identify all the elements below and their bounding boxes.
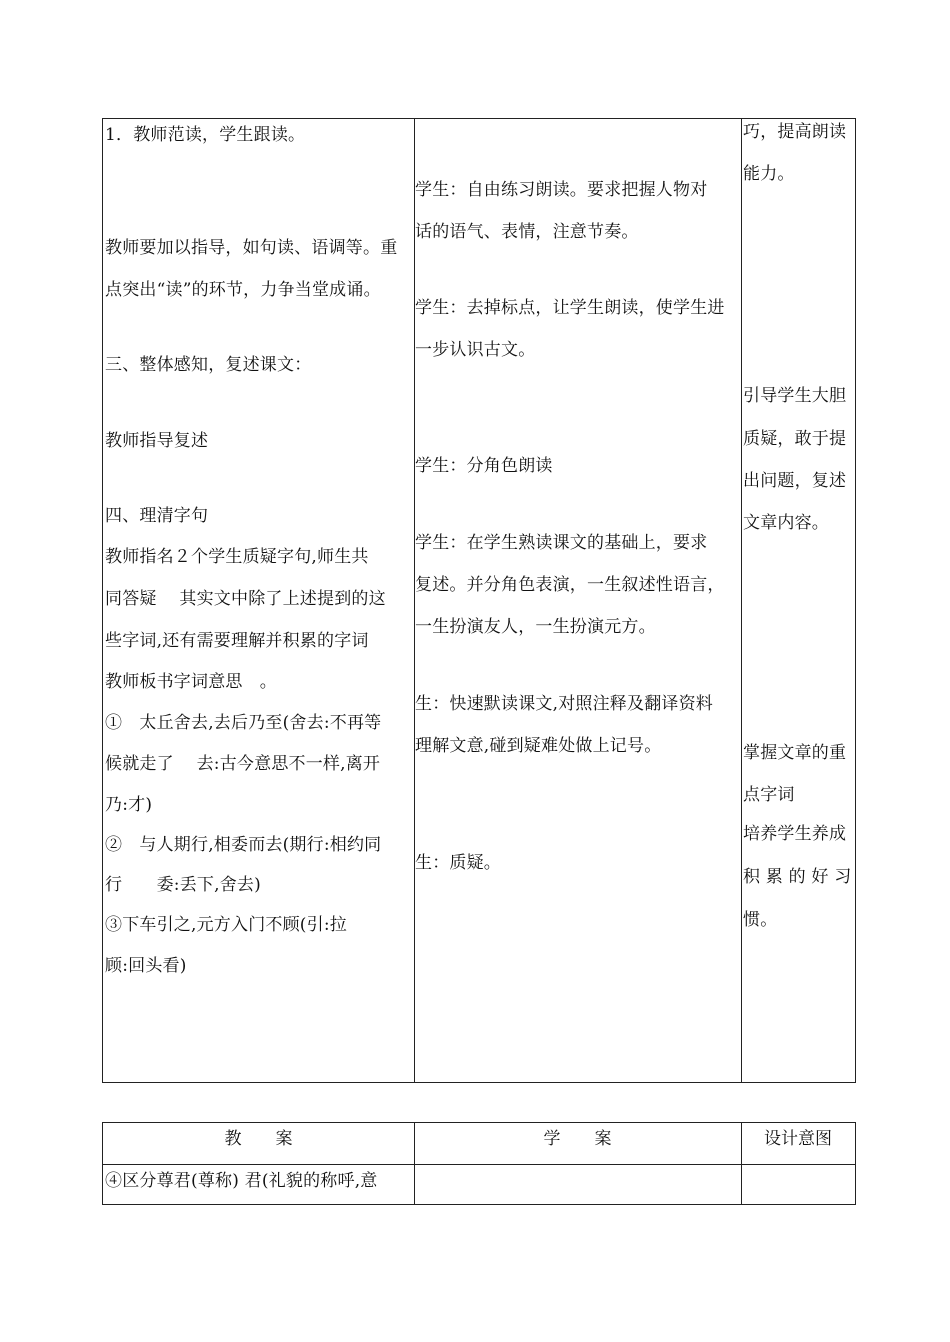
intent-line: 出问题，复述 [743,471,847,491]
student-line: 学生：分角色朗读 [415,456,553,476]
intent-line: 巧，提高朗读 [743,122,847,142]
teacher-line: 候就走了 去:古今意思不一样,离开 [105,754,381,774]
teacher-line: 顾:回头看) [105,956,187,976]
intent-line: 引导学生大胆 [743,386,847,406]
header-student-plan: 学 案 [543,1129,612,1149]
teacher-line: 同答疑 其实文中除了上述提到的这 [105,589,386,609]
teacher-line: 行 委:丢下,舍去) [105,875,261,895]
teacher-line: ④区分尊君(尊称) 君(礼貌的称呼,意 [105,1171,378,1191]
teacher-line: 些字词,还有需要理解并积累的字词 [105,631,369,651]
intent-line: 能力。 [743,164,795,184]
student-line: 理解文意,碰到疑难处做上记号。 [415,736,662,756]
teacher-line: 教师指导复述 [105,431,209,451]
student-line: 一生扮演友人，一生扮演元方。 [415,617,656,637]
column-divider [741,119,742,1082]
header-teacher-plan: 教 案 [224,1129,293,1149]
teacher-line: 点突出“读”的环节，力争当堂成诵。 [105,280,381,300]
intent-line: 掌握文章的重 [743,743,847,763]
student-line: 复述。并分角色表演，一生叙述性语言， [415,575,725,595]
teacher-line: ② 与人期行,相委而去(期行:相约同 [105,835,382,855]
student-line: 学生：自由练习朗读。要求把握人物对 [415,180,708,200]
intent-line: 文章内容。 [743,513,829,533]
intent-line: 积 累 的 好 习 [743,867,852,887]
teacher-line: 教师要加以指导，如句读、语调等。重 [105,238,398,258]
intent-line: 惯。 [743,910,778,930]
teacher-line: 乃:才) [105,795,153,815]
teacher-line: 三、整体感知，复述课文： [105,355,312,375]
teacher-line: 教师指名２个学生质疑字句,师生共 [105,547,369,567]
teacher-line: 四、理清字句 [105,506,209,526]
teacher-line: 教师板书字词意思 。 [105,672,277,692]
header-design-intent: 设计意图 [764,1129,832,1149]
intent-line: 培养学生养成 [743,824,847,844]
teacher-line: 1．教师范读，学生跟读。 [105,125,306,145]
student-line: 学生：在学生熟读课文的基础上，要求 [415,533,708,553]
teacher-line: ① 太丘舍去,去后乃至(舍去:不再等 [105,713,382,733]
intent-line: 点字词 [743,785,795,805]
teacher-line: ③下车引之,元方入门不顾(引:拉 [105,915,347,935]
student-line: 学生：去掉标点，让学生朗读，使学生进 [415,298,725,318]
student-line: 生：质疑。 [415,853,501,873]
column-divider [414,119,415,1082]
student-line: 一步认识古文。 [415,340,536,360]
student-line: 生：快速默读课文,对照注释及翻译资料 [415,694,714,714]
student-line: 话的语气、表情，注意节奏。 [415,222,639,242]
row-divider [103,1164,855,1165]
intent-line: 质疑，敢于提 [743,429,847,449]
